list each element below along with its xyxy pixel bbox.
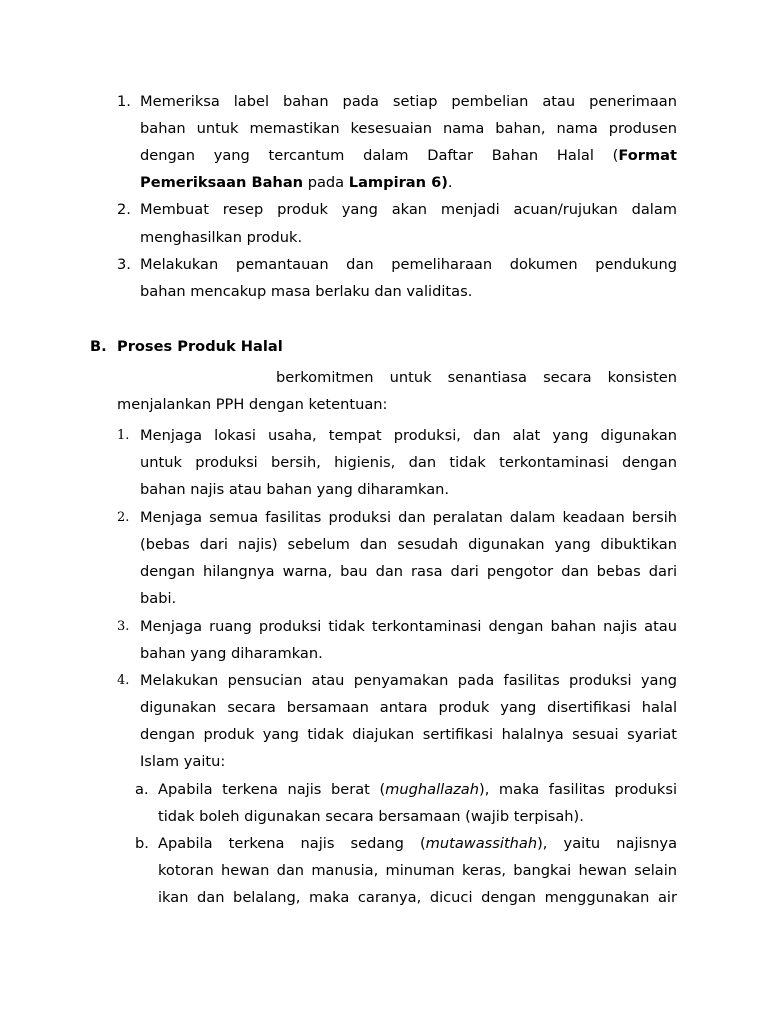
section-label: B.	[90, 338, 107, 355]
list-item-number: 3.	[117, 619, 130, 634]
list-item-line: Pemeriksaan Bahan pada Lampiran 6).	[140, 174, 453, 191]
list-item-line: bahan najis atau bahan yang diharamkan.	[140, 481, 450, 498]
section-intro-line: menjalankan PPH dengan ketentuan:	[117, 396, 388, 413]
sub-item-line: Apabila terkena najis berat (mughallazah), maka fasilitas produksi	[158, 781, 678, 798]
sub-item-letter: a.	[135, 781, 149, 798]
list-item-line: bahan untuk memastikan kesesuaian nama bahan, nama produsen	[140, 120, 677, 137]
italic-term: mutawassithah	[425, 835, 538, 852]
sub-item-line: kotoran hewan dan manusia, minuman keras, bangkai hewan selain	[158, 862, 677, 879]
list-item-line: Memeriksa label bahan pada setiap pembelian atau penerimaan	[140, 93, 677, 110]
list-item-line: dengan yang tercantum dalam Daftar Bahan Halal (Format	[140, 147, 677, 164]
section-intro-line: berkomitmen untuk senantiasa secara konsisten	[276, 369, 677, 386]
list-item-line: Melakukan pemantauan dan pemeliharaan dokumen pendukung	[140, 256, 677, 273]
list-item-line: Menjaga semua fasilitas produksi dan peralatan dalam keadaan bersih	[140, 509, 677, 526]
list-item-line: Membuat resep produk yang akan menjadi acuan/rujukan dalam	[140, 201, 677, 218]
bold-text: Pemeriksaan Bahan	[140, 174, 304, 191]
italic-term: mughallazah	[385, 781, 479, 798]
list-item-line: untuk produksi bersih, higienis, dan tidak terkontaminasi dengan	[140, 454, 677, 471]
sub-item-line: Apabila terkena najis sedang (mutawassithah), yaitu najisnya	[158, 835, 678, 852]
list-item-number: 1.	[117, 428, 130, 443]
list-item-line: Menjaga ruang produksi tidak terkontaminasi dengan bahan najis atau	[140, 618, 677, 635]
list-item-line: babi.	[140, 590, 177, 607]
section-title: Proses Produk Halal	[117, 338, 283, 355]
bold-text: Format	[618, 147, 677, 164]
list-item-number: 3.	[117, 256, 131, 273]
list-item-line: dengan hilangnya warna, bau dan rasa dari pengotor dan bebas dari	[140, 563, 677, 580]
list-item-line: digunakan secara bersamaan antara produk yang disertifikasi halal	[140, 699, 677, 716]
list-item-line: Melakukan pensucian atau penyamakan pada fasilitas produksi yang	[140, 672, 677, 689]
list-item-number: 2.	[117, 510, 130, 525]
list-item-number: 2.	[117, 201, 131, 218]
list-item-line: bahan yang diharamkan.	[140, 645, 323, 662]
sub-item-line: ikan dan belalang, maka caranya, dicuci dengan menggunakan air	[158, 889, 677, 906]
sub-item-letter: b.	[135, 835, 149, 852]
list-item-line: Islam yaitu:	[140, 753, 226, 770]
list-item-line: (bebas dari najis) sebelum dan sesudah digunakan yang dibuktikan	[140, 536, 677, 553]
list-item-line: dengan produk yang tidak diajukan sertifikasi halalnya sesuai syariat	[140, 726, 677, 743]
list-item-line: bahan mencakup masa berlaku dan validitas.	[140, 283, 473, 300]
bold-text: Lampiran 6)	[348, 174, 448, 191]
list-item-line: menghasilkan produk.	[140, 229, 303, 246]
list-item-number: 4.	[117, 673, 130, 688]
list-item-number: 1.	[117, 93, 131, 110]
sub-item-line: tidak boleh digunakan secara bersamaan (wajib terpisah).	[158, 808, 584, 825]
list-item-line: Menjaga lokasi usaha, tempat produksi, dan alat yang digunakan	[140, 427, 677, 444]
